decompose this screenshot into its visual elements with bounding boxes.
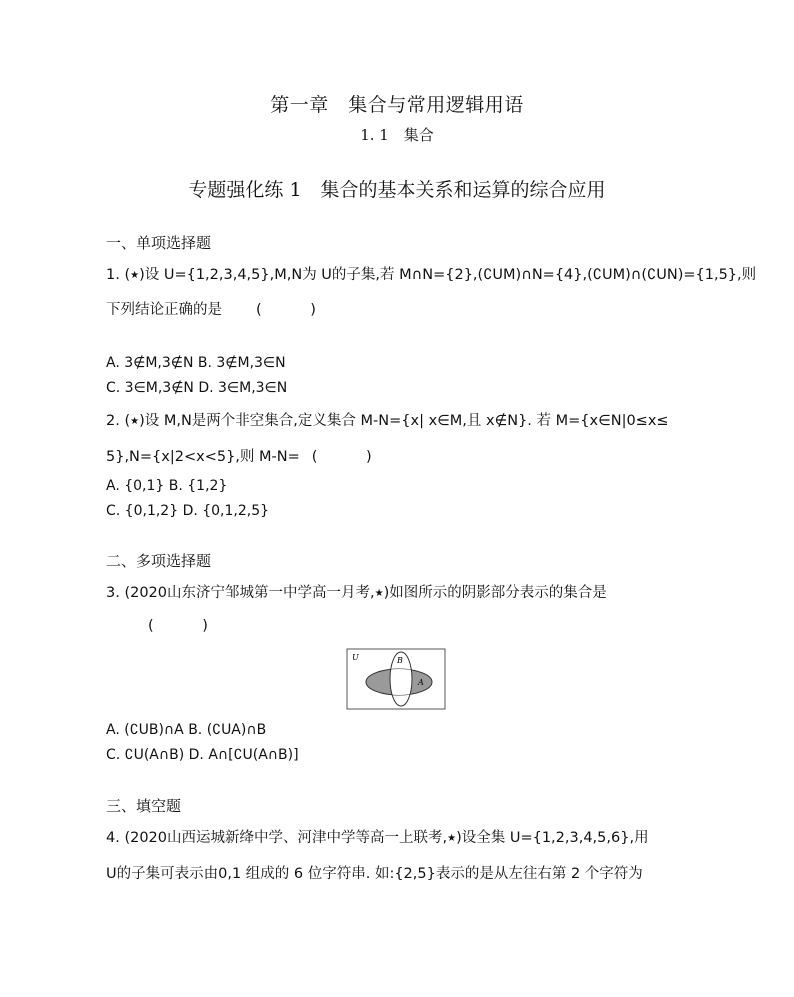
answer-paren: ( )	[311, 449, 394, 465]
universe-label: U	[352, 653, 359, 662]
question-3-answer-paren: ( )	[148, 618, 230, 634]
question-1-options-row-2: C. 3∈M,3∉N D. 3∈M,3∈N	[106, 380, 288, 396]
section-title: 1. 1 集合	[360, 126, 434, 144]
set-a-label: A	[418, 678, 424, 687]
section-heading-single-choice: 一、单项选择题	[106, 234, 212, 252]
section-heading-fill-in: 三、填空题	[106, 797, 182, 815]
topic-title: 专题强化练 1 集合的基本关系和运算的综合应用	[188, 179, 606, 201]
difficulty-star-icon: ★	[374, 588, 384, 599]
question-2-line-1: 2. (★)设 M,N是两个非空集合,定义集合 M-N={x| x∈M,且 x∉N}. 若 M={x∈N|0≤x≤	[106, 413, 669, 429]
question-3-options-row-1: A. (∁UB)∩A B. (∁UA)∩B	[106, 722, 267, 738]
question-1-options-row-1: A. 3∉M,3∉N B. 3∉M,3∈N	[106, 355, 286, 371]
question-2-line-2: 5},N={x|2<x<5},则 M-N= ( )	[106, 449, 394, 465]
question-3-line-1: 3. (2020山东济宁邹城第一中学高一月考,★)如图所示的阴影部分表示的集合是	[106, 585, 607, 601]
question-4-line-1: 4. (2020山西运城新绛中学、河津中学等高一上联考,★)设全集 U={1,2,3,4,5,6},用	[106, 830, 649, 846]
question-3-options-row-2: C. ∁U(A∩B) D. A∩[∁U(A∩B)]	[106, 747, 299, 763]
difficulty-star-icon: ★	[130, 270, 140, 281]
difficulty-star-icon: ★	[447, 833, 457, 844]
chapter-title: 第一章 集合与常用逻辑用语	[270, 94, 524, 116]
venn-diagram	[346, 648, 446, 710]
question-2-options-row-2: C. {0,1,2} D. {0,1,2,5}	[106, 503, 270, 519]
answer-paren: ( )	[256, 302, 338, 318]
difficulty-star-icon: ★	[130, 416, 140, 427]
set-b-label: B	[397, 656, 403, 665]
question-1-line-1: 1. (★)设 U={1,2,3,4,5},M,N为 U的子集,若 M∩N={2},(∁UM)∩N={4},(∁UM)∩(∁UN)={1,5},则	[106, 267, 757, 283]
question-2-options-row-1: A. {0,1} B. {1,2}	[106, 478, 228, 494]
question-4-line-2: U的子集可表示由0,1 组成的 6 位字符串. 如:{2,5}表示的是从左往右第 2 个字符为	[106, 866, 643, 882]
question-1-line-2: 下列结论正确的是 ( )	[106, 302, 338, 318]
section-heading-multi-choice: 二、多项选择题	[106, 552, 212, 570]
